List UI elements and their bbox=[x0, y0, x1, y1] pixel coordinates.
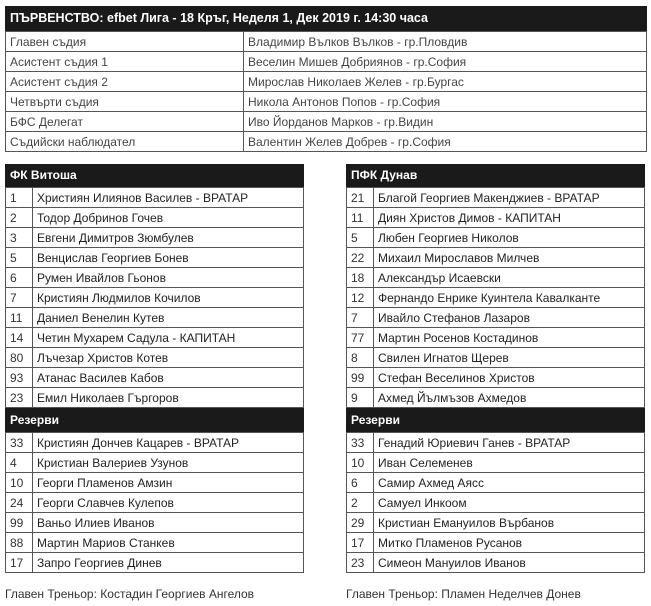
table-row bbox=[347, 388, 645, 408]
table-row bbox=[347, 268, 645, 288]
table-row bbox=[6, 208, 304, 228]
home-coach-label: Главен Треньор: bbox=[5, 587, 97, 601]
match-title: ПЪРВЕНСТВО: efbet Лига - 18 Кръг, Неделя 1, Дек 2019 г. 14:30 часа bbox=[5, 6, 647, 31]
table-row bbox=[347, 228, 645, 248]
table-row bbox=[347, 453, 645, 473]
table-row bbox=[347, 248, 645, 268]
player-name: Християн Илиянов Василев - ВРАТАР bbox=[33, 188, 304, 208]
player-number: 88 bbox=[6, 533, 33, 553]
player-name: Емил Николаев Гъргоров bbox=[33, 388, 304, 408]
table-row bbox=[6, 348, 304, 368]
away-team-name: ПФК Дунав bbox=[346, 164, 645, 187]
player-name: Кристиан Емануилов Върбанов bbox=[374, 513, 645, 533]
home-coach bbox=[5, 587, 254, 601]
table-row bbox=[6, 533, 304, 553]
table-row bbox=[6, 328, 304, 348]
player-name: Лъчезар Христов Котев bbox=[33, 348, 304, 368]
player-number: 99 bbox=[6, 513, 33, 533]
player-name: Мартин Росенов Костадинов bbox=[374, 328, 645, 348]
player-number: 18 bbox=[347, 268, 374, 288]
away-subs-label: Резерви bbox=[346, 408, 645, 432]
player-name: Самир Ахмед Аясс bbox=[374, 473, 645, 493]
player-name: Фернандо Енрике Куинтела Кавалканте bbox=[374, 288, 645, 308]
player-number: 6 bbox=[6, 268, 33, 288]
player-number: 17 bbox=[6, 553, 33, 573]
table-row bbox=[347, 288, 645, 308]
player-name: Свилен Игнатов Щерев bbox=[374, 348, 645, 368]
home-team-lineup bbox=[5, 164, 304, 573]
player-name: Даниел Венелин Кутев bbox=[33, 308, 304, 328]
table-row bbox=[347, 368, 645, 388]
table-row bbox=[6, 513, 304, 533]
player-number: 5 bbox=[6, 248, 33, 268]
player-name: Любен Георгиев Николов bbox=[374, 228, 645, 248]
official-role: БФС Делегат bbox=[6, 112, 244, 132]
player-name: Атанас Василев Кабов bbox=[33, 368, 304, 388]
official-name: Валентин Желев Добрев - гр.София bbox=[244, 132, 647, 152]
table-row bbox=[6, 288, 304, 308]
player-number: 29 bbox=[347, 513, 374, 533]
official-name: Иво Йорданов Марков - гр.Видин bbox=[244, 112, 647, 132]
player-number: 77 bbox=[347, 328, 374, 348]
player-name: Симеон Мануилов Иванов bbox=[374, 553, 645, 573]
player-name: Иван Селеменев bbox=[374, 453, 645, 473]
away-team-lineup bbox=[346, 164, 645, 573]
table-row bbox=[6, 473, 304, 493]
player-name: Мартин Мариов Станкев bbox=[33, 533, 304, 553]
table-row bbox=[347, 513, 645, 533]
table-row bbox=[347, 328, 645, 348]
player-name: Румен Ивайлов Гьонов bbox=[33, 268, 304, 288]
away-coach bbox=[346, 587, 581, 601]
table-row bbox=[6, 368, 304, 388]
player-name: Ахмед Йълмъзов Ахмедов bbox=[374, 388, 645, 408]
player-number: 24 bbox=[6, 493, 33, 513]
player-name: Стефан Веселинов Христов bbox=[374, 368, 645, 388]
player-name: Запро Георгиев Динев bbox=[33, 553, 304, 573]
table-row bbox=[6, 453, 304, 473]
player-name: Александър Исаевски bbox=[374, 268, 645, 288]
player-number: 23 bbox=[6, 388, 33, 408]
table-row bbox=[6, 433, 304, 453]
table-row bbox=[6, 268, 304, 288]
player-number: 14 bbox=[6, 328, 33, 348]
player-number: 4 bbox=[6, 453, 33, 473]
player-name: Георги Пламенов Амзин bbox=[33, 473, 304, 493]
player-number: 11 bbox=[347, 208, 374, 228]
player-name: Михаил Мирославов Милчев bbox=[374, 248, 645, 268]
player-number: 10 bbox=[6, 473, 33, 493]
player-name: Венцислав Георгиев Бонев bbox=[33, 248, 304, 268]
player-number: 3 bbox=[6, 228, 33, 248]
player-name: Кристиян Людмилов Кочилов bbox=[33, 288, 304, 308]
player-number: 2 bbox=[347, 493, 374, 513]
officials-table bbox=[5, 31, 647, 152]
official-role: Четвърти съдия bbox=[6, 92, 244, 112]
player-number: 7 bbox=[347, 308, 374, 328]
player-number: 1 bbox=[6, 188, 33, 208]
away-starters bbox=[347, 188, 645, 408]
player-number: 33 bbox=[6, 433, 33, 453]
player-name: Евгени Димитров Зюмбулев bbox=[33, 228, 304, 248]
player-number: 8 bbox=[347, 348, 374, 368]
player-number: 5 bbox=[347, 228, 374, 248]
player-number: 17 bbox=[347, 533, 374, 553]
player-name: Генадий Юриевич Ганев - ВРАТАР bbox=[374, 433, 645, 453]
official-name: Никола Антонов Попов - гр.София bbox=[244, 92, 647, 112]
player-name: Митко Пламенов Русанов bbox=[374, 533, 645, 553]
table-row bbox=[6, 248, 304, 268]
player-number: 12 bbox=[347, 288, 374, 308]
player-name: Ваньо Илиев Иванов bbox=[33, 513, 304, 533]
away-coach-label: Главен Треньор: bbox=[346, 587, 438, 601]
table-row bbox=[6, 188, 304, 208]
table-row bbox=[6, 308, 304, 328]
home-team-name: ФК Витоша bbox=[5, 164, 304, 187]
player-number: 7 bbox=[6, 288, 33, 308]
player-name: Ивайло Стефанов Лазаров bbox=[374, 308, 645, 328]
table-row bbox=[347, 208, 645, 228]
table-row bbox=[6, 493, 304, 513]
away-coach-name: Пламен Неделчев Донев bbox=[441, 587, 581, 601]
player-number: 99 bbox=[347, 368, 374, 388]
official-name: Владимир Вълков Вълков - гр.Пловдив bbox=[244, 32, 647, 52]
table-row bbox=[347, 348, 645, 368]
player-number: 33 bbox=[347, 433, 374, 453]
table-row bbox=[6, 553, 304, 573]
official-role: Асистент съдия 2 bbox=[6, 72, 244, 92]
table-row bbox=[6, 228, 304, 248]
player-number: 10 bbox=[347, 453, 374, 473]
table-row bbox=[347, 533, 645, 553]
table-row bbox=[347, 188, 645, 208]
player-name: Тодор Добринов Гочев bbox=[33, 208, 304, 228]
official-name: Веселин Мишев Добриянов - гр.София bbox=[244, 52, 647, 72]
table-row bbox=[6, 92, 647, 112]
player-name: Георги Славчев Кулепов bbox=[33, 493, 304, 513]
table-row bbox=[6, 72, 647, 92]
official-name: Мирослав Николаев Желев - гр.Бургас bbox=[244, 72, 647, 92]
table-row bbox=[6, 112, 647, 132]
player-number: 2 bbox=[6, 208, 33, 228]
player-name: Диян Христов Димов - КАПИТАН bbox=[374, 208, 645, 228]
player-number: 6 bbox=[347, 473, 374, 493]
table-row bbox=[347, 308, 645, 328]
table-row bbox=[6, 388, 304, 408]
table-row bbox=[6, 52, 647, 72]
player-number: 93 bbox=[6, 368, 33, 388]
table-row bbox=[347, 553, 645, 573]
player-number: 22 bbox=[347, 248, 374, 268]
official-role: Съдийски наблюдател bbox=[6, 132, 244, 152]
home-subs bbox=[6, 433, 304, 573]
table-row bbox=[6, 32, 647, 52]
away-subs bbox=[347, 433, 645, 573]
player-name: Благой Георгиев Макенджиев - ВРАТАР bbox=[374, 188, 645, 208]
player-name: Кристиян Дончев Кацарев - ВРАТАР bbox=[33, 433, 304, 453]
home-coach-name: Костадин Георгиев Ангелов bbox=[100, 587, 255, 601]
official-role: Асистент съдия 1 bbox=[6, 52, 244, 72]
player-number: 23 bbox=[347, 553, 374, 573]
official-role: Главен съдия bbox=[6, 32, 244, 52]
player-name: Кристиан Валериев Узунов bbox=[33, 453, 304, 473]
table-row bbox=[6, 132, 647, 152]
player-name: Четин Мухарем Садула - КАПИТАН bbox=[33, 328, 304, 348]
player-number: 9 bbox=[347, 388, 374, 408]
table-row bbox=[347, 473, 645, 493]
home-subs-label: Резерви bbox=[5, 408, 304, 432]
player-name: Самуел Инкоом bbox=[374, 493, 645, 513]
player-number: 80 bbox=[6, 348, 33, 368]
table-row bbox=[347, 493, 645, 513]
table-row bbox=[347, 433, 645, 453]
home-starters bbox=[6, 188, 304, 408]
player-number: 21 bbox=[347, 188, 374, 208]
player-number: 11 bbox=[6, 308, 33, 328]
